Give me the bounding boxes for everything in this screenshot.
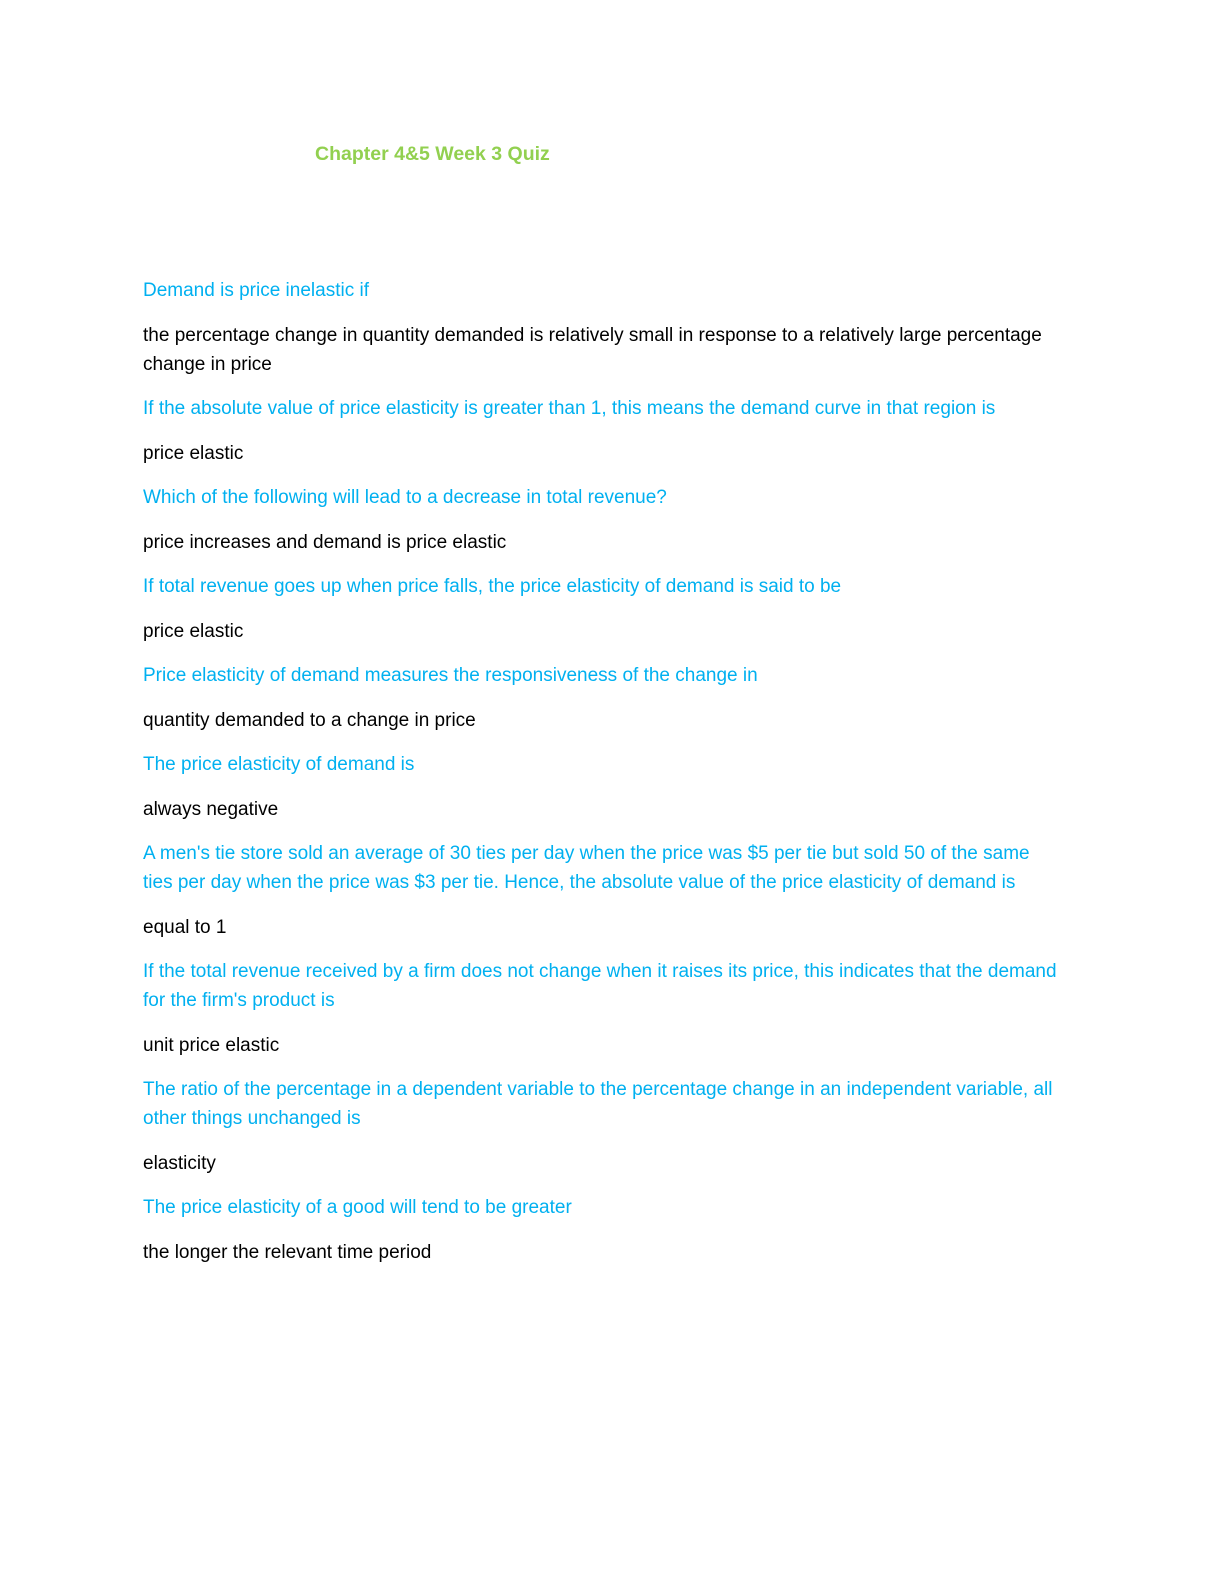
answer-text: the percentage change in quantity demanded is relatively small in response to a relatively large percentage change in price (143, 324, 1042, 375)
answer-text: always negative (143, 798, 279, 820)
quiz-item (143, 394, 1063, 468)
answer-text: quantity demanded to a change in price (143, 709, 476, 731)
question-text: The ratio of the percentage in a dependent variable to the percentage change in an independent variable, all other things unchanged is (143, 1079, 1053, 1129)
quiz-item (143, 1075, 1063, 1178)
quiz-item (143, 957, 1063, 1060)
answer-text: the longer the relevant time period (143, 1241, 432, 1263)
question-text: Which of the following will lead to a decrease in total revenue? (143, 487, 667, 508)
quiz-item (143, 661, 1063, 735)
question-text: If the absolute value of price elasticity is greater than 1, this means the demand curve in that region is (143, 398, 996, 419)
question-text: If total revenue goes up when price falls, the price elasticity of demand is said to be (143, 576, 842, 597)
question-text: The price elasticity of demand is (143, 754, 415, 775)
answer-text: unit price elastic (143, 1034, 280, 1056)
quiz-item (143, 839, 1063, 942)
answer-text: price increases and demand is price elastic (143, 531, 507, 553)
answer-text: price elastic (143, 442, 244, 464)
answer-text: price elastic (143, 620, 244, 642)
answer-text: equal to 1 (143, 916, 227, 938)
quiz-list (143, 276, 1063, 1282)
quiz-item (143, 572, 1063, 646)
question-text: If the total revenue received by a firm does not change when it raises its price, this indicates that the demand for the firm's product is (143, 961, 1057, 1011)
question-text: A men's tie store sold an average of 30 ties per day when the price was $5 per tie but sold 50 of the same ties per day when the price was $3 per tie. Hence, the absolute value of the price elasticity of demand is (143, 843, 1030, 893)
quiz-item (143, 750, 1063, 824)
quiz-item (143, 276, 1063, 379)
quiz-item (143, 1193, 1063, 1267)
answer-text: elasticity (143, 1152, 216, 1174)
quiz-item (143, 483, 1063, 557)
question-text: Demand is price inelastic if (143, 280, 369, 301)
question-text: Price elasticity of demand measures the responsiveness of the change in (143, 665, 758, 686)
question-text: The price elasticity of a good will tend to be greater (143, 1197, 572, 1218)
page-title: Chapter 4&5 Week 3 Quiz (315, 143, 550, 165)
